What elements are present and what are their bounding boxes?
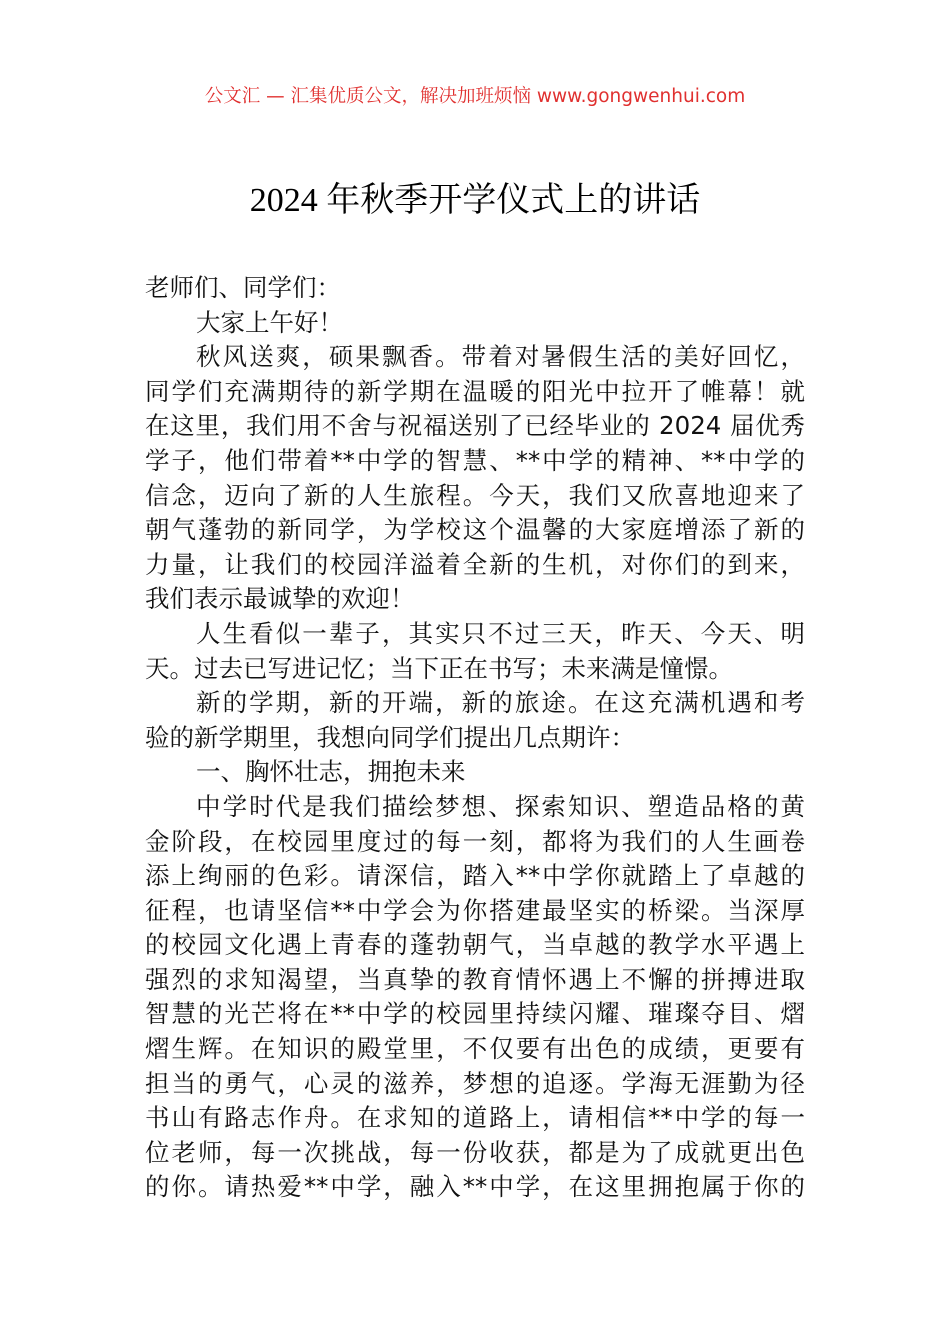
text-line: 人生看似一辈子，其实只不过三天，昨天、今天、明 [196, 618, 805, 648]
text-line: 担当的勇气，心灵的滋养，梦想的追逐。学海无涯勤为径 [145, 1068, 805, 1098]
text-line: 天。过去已写进记忆；当下正在书写；未来满是憧憬。 [145, 653, 733, 683]
text-line: 的你。请热爱**中学，融入**中学，在这里拥抱属于你的 [145, 1172, 805, 1202]
text-line: 学子，他们带着**中学的智慧、**中学的精神、**中学的 [145, 445, 805, 475]
text-line: 大家上午好！ [196, 307, 343, 337]
text-line: 位老师，每一次挑战，每一份收获，都是为了成就更出色 [145, 1137, 805, 1167]
document-body [145, 271, 805, 1205]
text-line: 秋风送爽，硕果飘香。带着对暑假生活的美好回忆， [196, 342, 805, 372]
paragraph [145, 306, 805, 341]
text-line: 力量，让我们的校园洋溢着全新的生机，对你们的到来， [145, 549, 805, 579]
text-line: 我们表示最诚挚的欢迎！ [145, 584, 415, 614]
text-line: 熠生辉。在知识的殿堂里，不仅要有出色的成绩，更要有 [145, 1034, 805, 1064]
paragraph [145, 790, 805, 1205]
text-line: 朝气蓬勃的新同学，为学校这个温馨的大家庭增添了新的 [145, 515, 805, 545]
text-line: 同学们充满期待的新学期在温暖的阳光中拉开了帷幕！就 [145, 376, 805, 406]
text-line: 的校园文化遇上青春的蓬勃朝气，当卓越的教学水平遇上 [145, 930, 805, 960]
text-line: 智慧的光芒将在**中学的校园里持续闪耀、璀璨夺目、熠 [145, 999, 805, 1029]
text-line: 一、胸怀壮志，拥抱未来 [196, 757, 466, 787]
paragraph [145, 755, 805, 790]
document-title: 2024 年秋季开学仪式上的讲话 [249, 182, 701, 219]
text-line: 中学时代是我们描绘梦想、探索知识、塑造品格的黄 [196, 791, 805, 821]
text-line: 征程，也请坚信**中学会为你搭建最坚实的桥梁。当深厚 [145, 895, 805, 925]
text-line: 新的学期，新的开端，新的旅途。在这充满机遇和考 [196, 688, 805, 718]
watermark-header: 公文汇 — 汇集优质公文，解决加班烦恼 www.gongwenhui.com [204, 86, 746, 107]
text-line: 书山有路志作舟。在求知的道路上，请相信**中学的每一 [145, 1103, 805, 1133]
text-line: 添上绚丽的色彩。请深信，踏入**中学你就踏上了卓越的 [145, 861, 805, 891]
paragraph [145, 686, 805, 755]
text-line: 老师们、同学们： [145, 273, 341, 302]
paragraph [145, 340, 805, 617]
text-line: 信念，迈向了新的人生旅程。今天，我们又欣喜地迎来了 [145, 480, 805, 510]
text-line: 验的新学期里，我想向同学们提出几点期许： [145, 722, 635, 752]
text-line: 金阶段，在校园里度过的每一刻，都将为我们的人生画卷 [145, 826, 805, 856]
paragraph [145, 271, 805, 306]
text-line: 在这里，我们用不舍与祝福送别了已经毕业的 2024 届优秀 [145, 411, 805, 441]
text-line: 强烈的求知渴望，当真挚的教育情怀遇上不懈的拼搏进取 [145, 964, 805, 994]
paragraph [145, 617, 805, 686]
